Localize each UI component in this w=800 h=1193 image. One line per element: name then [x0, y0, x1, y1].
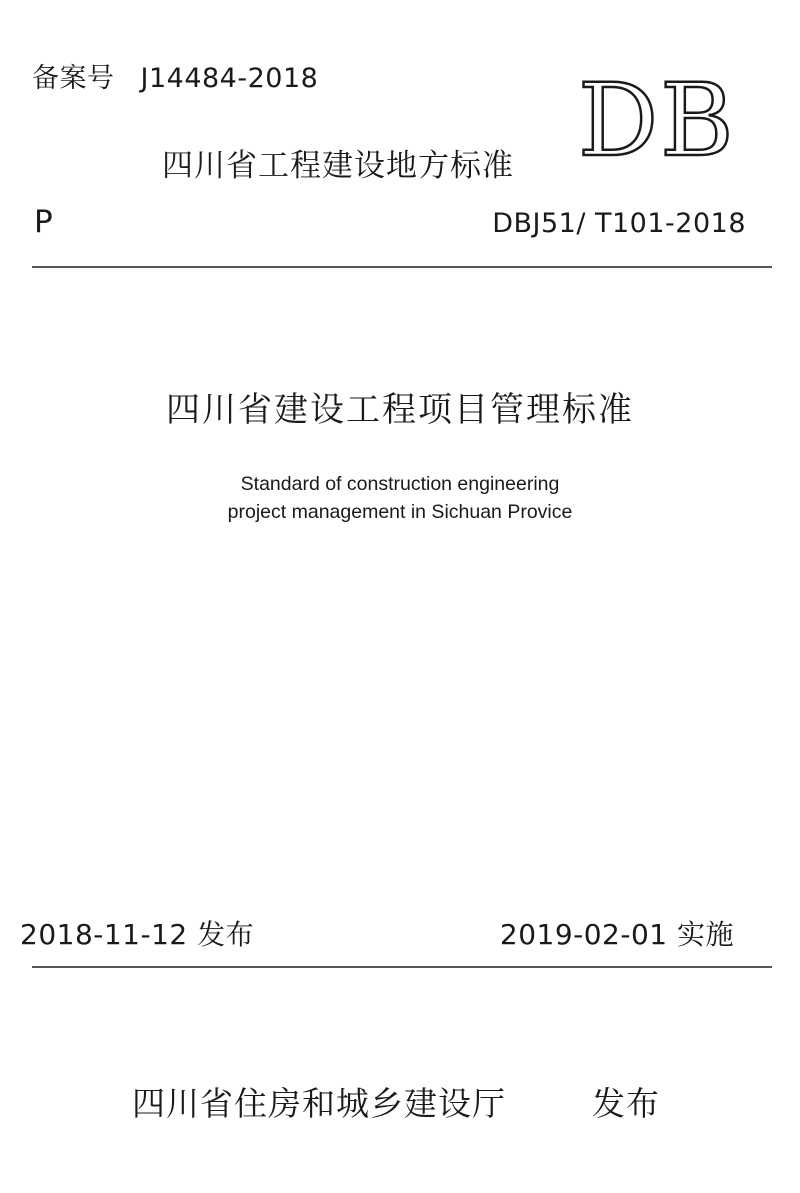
publish-label: 发布	[592, 1084, 660, 1123]
title-english-line-1: Standard of construction engineering	[240, 473, 560, 495]
record-number	[32, 56, 318, 95]
implementation-date: 2019-02-01 实施	[499, 918, 734, 951]
record-label: 备案号	[32, 63, 115, 94]
bottom-divider	[32, 966, 772, 968]
db-logo: DB	[578, 62, 736, 179]
top-divider	[32, 266, 772, 268]
category-letter: P	[34, 204, 53, 240]
record-number-value: J14484-2018	[140, 63, 319, 94]
title-chinese: 四川省建设工程项目管理标准	[166, 390, 634, 430]
title-english-line-2: project management in Sichuan Provice	[227, 501, 573, 523]
publisher-name: 四川省住房和城乡建设厅	[132, 1084, 506, 1123]
standard-code: DBJ51/ T101-2018	[492, 208, 746, 239]
issue-date: 2018-11-12 发布	[20, 918, 255, 951]
title-english	[0, 470, 800, 526]
standard-series: 四川省工程建设地方标准	[162, 148, 514, 184]
